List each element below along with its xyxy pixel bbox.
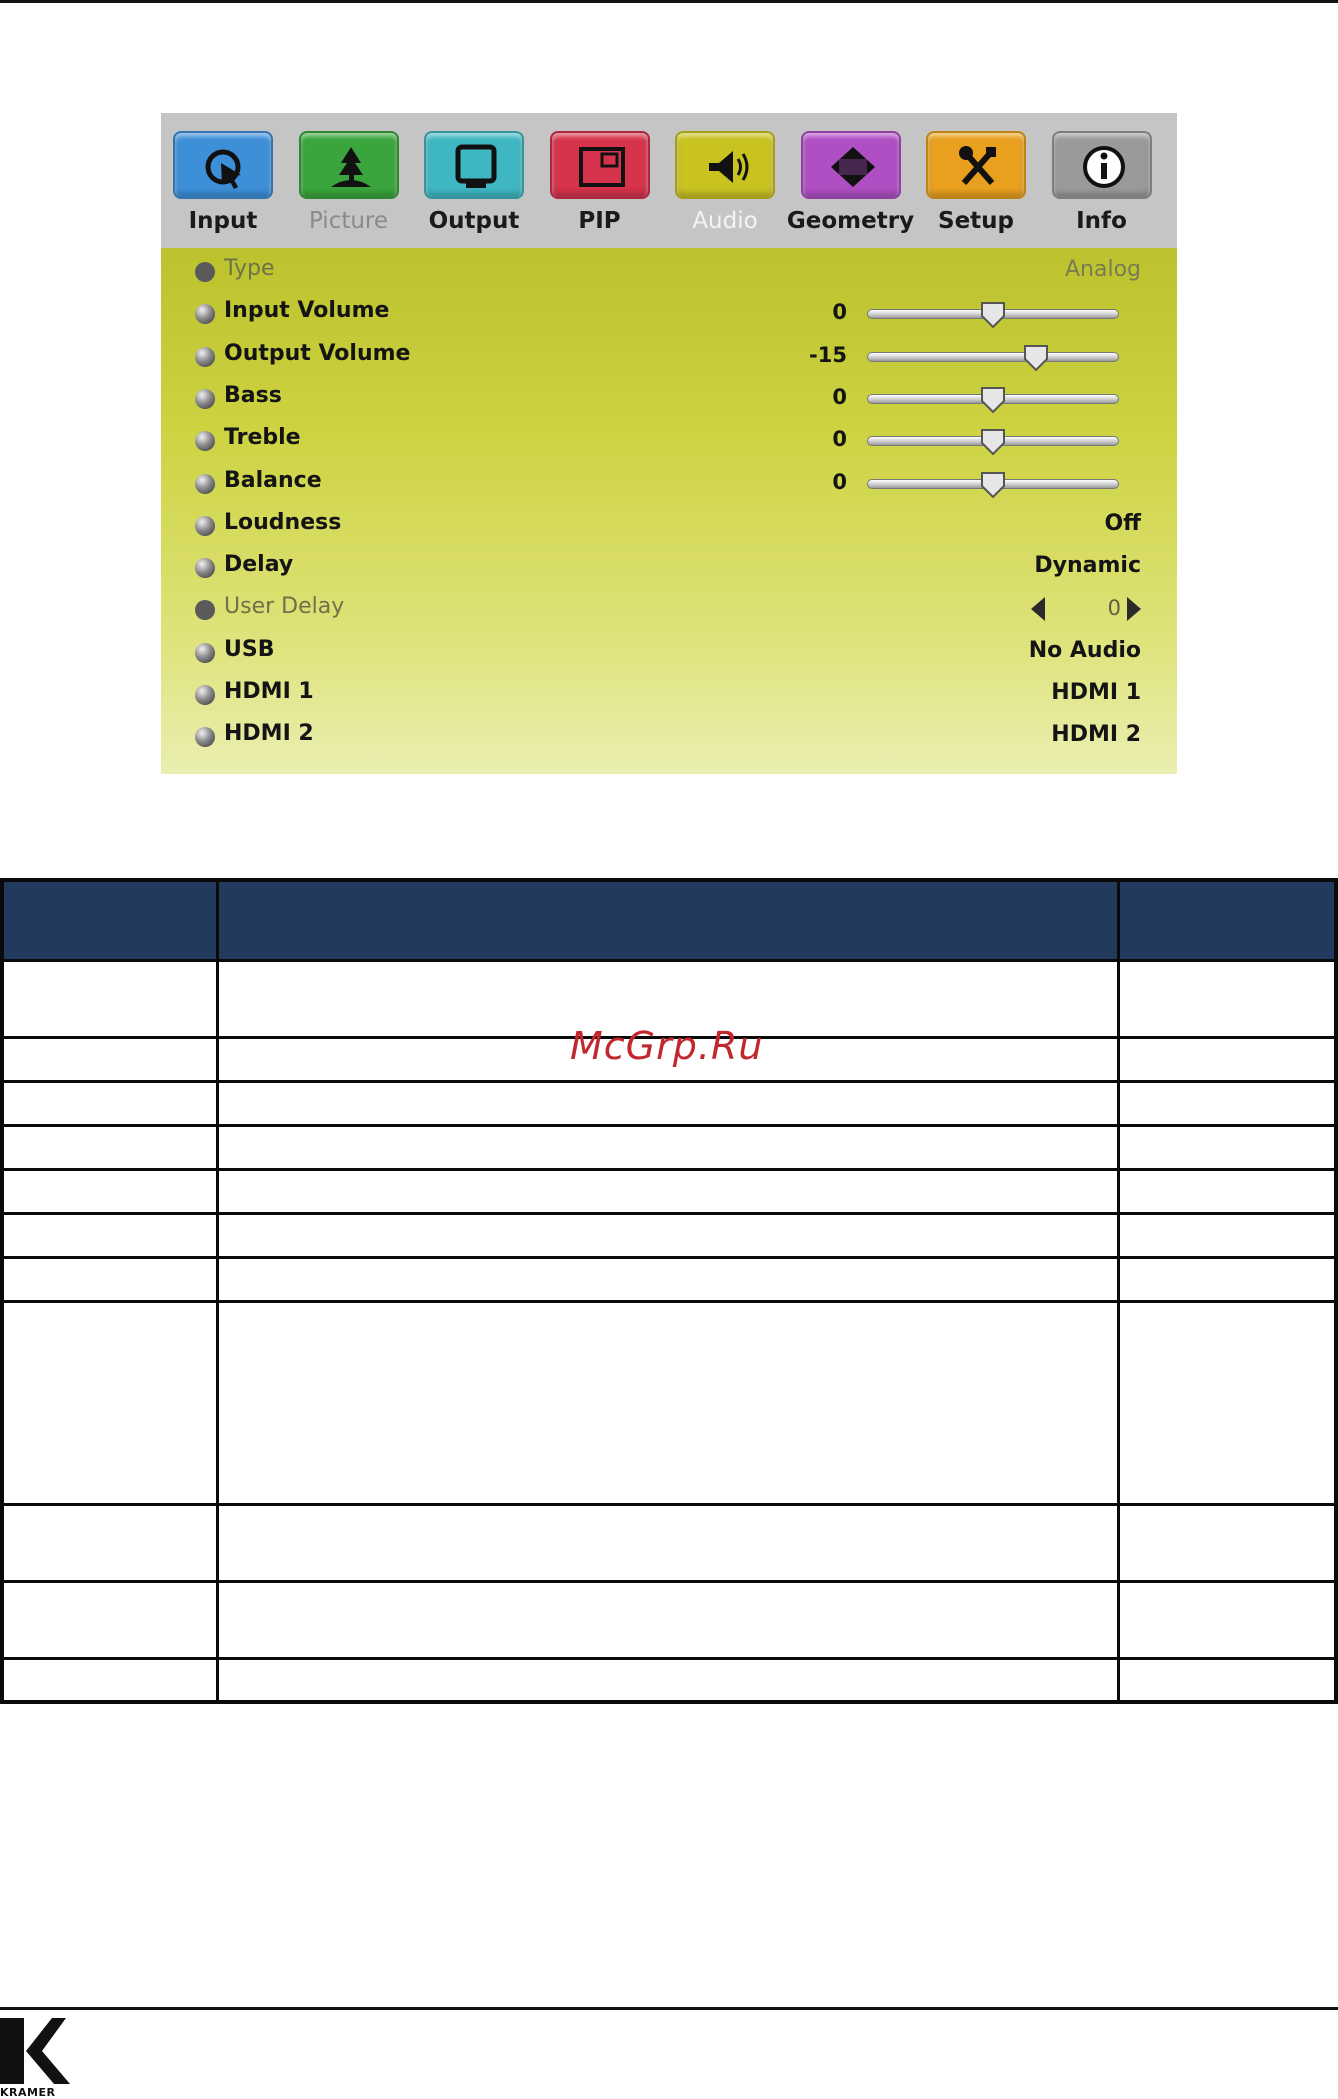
tab-label: Geometry <box>786 208 915 234</box>
setting-value: 0 <box>832 384 847 409</box>
geometry-diamond-icon <box>829 143 877 191</box>
table-cell <box>1119 1213 1336 1257</box>
tab-label: Info <box>1076 208 1127 234</box>
setting-row-balance[interactable] <box>161 466 1177 500</box>
slider-thumb[interactable] <box>1022 343 1050 373</box>
bullet-icon <box>195 727 215 747</box>
table-cell <box>217 1081 1118 1125</box>
decrease-arrow-icon[interactable] <box>1031 597 1045 621</box>
setting-label: HDMI 1 <box>224 679 314 704</box>
setting-value: -15 <box>809 342 847 367</box>
header-cell <box>1119 880 1336 960</box>
bullet-icon <box>195 431 215 451</box>
logo-wordmark: KRAMER <box>0 2086 56 2099</box>
tab-label: Input <box>188 208 258 234</box>
tab-button[interactable] <box>299 131 399 199</box>
table-cell <box>1119 1125 1336 1169</box>
table-cell <box>2 1081 217 1125</box>
table-row <box>2 1504 1336 1581</box>
tab-button[interactable] <box>675 131 775 199</box>
tab-label: PIP <box>578 208 621 234</box>
slider-thumb[interactable] <box>979 470 1007 500</box>
output-monitor-icon <box>452 143 500 191</box>
table-row <box>2 1169 1336 1213</box>
setting-value: Analog <box>1064 257 1141 282</box>
info-circle-icon <box>1080 143 1128 191</box>
setting-label: Treble <box>224 425 301 451</box>
tab-input[interactable] <box>171 131 275 243</box>
bullet-icon <box>195 600 215 620</box>
slider-track[interactable] <box>867 352 1119 362</box>
table-cell <box>2 1169 217 1213</box>
table-cell <box>2 1301 217 1504</box>
table-row <box>2 1125 1336 1169</box>
table-cell <box>217 1658 1118 1702</box>
table-row <box>2 1581 1336 1658</box>
bullet-icon <box>195 685 215 705</box>
table-cell <box>1119 1169 1336 1213</box>
setting-value: No Audio <box>1028 637 1141 663</box>
table-cell <box>217 1125 1118 1169</box>
setting-label: Delay <box>224 552 294 578</box>
setting-slider[interactable] <box>867 391 1119 407</box>
tab-button[interactable] <box>801 131 901 199</box>
user-delay-stepper[interactable] <box>1031 595 1141 623</box>
input-cursor-icon <box>201 143 249 191</box>
table-cell <box>217 1581 1118 1658</box>
setting-row-loudness[interactable] <box>161 508 1177 542</box>
table-row <box>2 1257 1336 1301</box>
table-cell <box>2 1257 217 1301</box>
setting-label: Input Volume <box>224 298 390 324</box>
table-cell <box>2 1658 217 1702</box>
tab-label: Picture <box>308 208 389 234</box>
table-row <box>2 1081 1336 1125</box>
setting-label: User Delay <box>224 594 345 620</box>
bullet-icon <box>195 304 215 324</box>
setting-row-delay[interactable] <box>161 550 1177 584</box>
setting-label: Balance <box>224 467 322 493</box>
setup-tools-icon <box>954 143 1002 191</box>
table-cell <box>1119 1504 1336 1581</box>
table-row <box>2 1658 1336 1702</box>
tab-pip[interactable] <box>548 131 652 243</box>
table-cell <box>2 960 217 1037</box>
setting-slider[interactable] <box>867 349 1119 365</box>
setting-label: Type <box>224 256 275 281</box>
tab-geometry[interactable] <box>786 131 915 243</box>
tab-picture[interactable] <box>297 131 401 243</box>
top-rule <box>0 0 1338 3</box>
osd-audio-menu <box>161 113 1177 774</box>
setting-value: HDMI 2 <box>1051 722 1141 748</box>
tab-audio[interactable] <box>673 131 777 243</box>
setting-slider[interactable] <box>867 476 1119 492</box>
slider-thumb[interactable] <box>979 385 1007 415</box>
table-cell <box>1119 1257 1336 1301</box>
setting-row-treble[interactable] <box>161 423 1177 457</box>
bullet-icon <box>195 643 215 663</box>
setting-slider[interactable] <box>867 433 1119 449</box>
setting-label: Bass <box>224 382 282 408</box>
table-cell <box>217 1169 1118 1213</box>
setting-value: Dynamic <box>1034 553 1141 579</box>
setting-row-input-volume[interactable] <box>161 296 1177 330</box>
watermark: McGrp.Ru <box>570 1024 764 1068</box>
table-cell <box>2 1125 217 1169</box>
tab-button[interactable] <box>550 131 650 199</box>
bullet-icon <box>195 389 215 409</box>
table-cell <box>1119 1037 1336 1081</box>
header-cell <box>2 880 217 960</box>
table-cell <box>2 1581 217 1658</box>
setting-row-output-volume[interactable] <box>161 339 1177 373</box>
setting-row-hdmi-2[interactable] <box>161 719 1177 753</box>
setting-row-hdmi-1[interactable] <box>161 677 1177 711</box>
setting-value: 0 <box>832 427 847 452</box>
pip-window-icon <box>578 143 626 191</box>
table-cell <box>1119 1301 1336 1504</box>
parameter-table <box>0 878 1338 1704</box>
setting-slider[interactable] <box>867 306 1119 322</box>
bullet-icon <box>195 347 215 367</box>
setting-value: 0 <box>1107 596 1121 621</box>
table-cell <box>2 1504 217 1581</box>
table-row <box>2 1301 1336 1504</box>
table-cell <box>1119 1581 1336 1658</box>
tab-setup[interactable] <box>924 131 1028 243</box>
bullet-icon <box>195 558 215 578</box>
tab-label: Setup <box>938 208 1014 234</box>
table-cell <box>217 1504 1118 1581</box>
setting-label: Output Volume <box>224 340 411 366</box>
table-cell <box>1119 960 1336 1037</box>
tab-button[interactable] <box>424 131 524 199</box>
bullet-icon <box>195 262 215 282</box>
tab-label: Output <box>428 208 520 234</box>
slider-thumb[interactable] <box>979 300 1007 330</box>
tab-button[interactable] <box>173 131 273 199</box>
table-cell <box>1119 1081 1336 1125</box>
table-header-row <box>2 880 1336 960</box>
menu-tab-bar <box>161 113 1177 248</box>
audio-speaker-icon <box>703 143 751 191</box>
table-cell <box>2 1037 217 1081</box>
table-cell <box>217 1301 1118 1504</box>
picture-tree-icon <box>327 143 375 191</box>
setting-label: Loudness <box>224 509 342 535</box>
bottom-rule <box>0 2007 1338 2010</box>
setting-label: USB <box>224 636 275 662</box>
audio-settings-panel <box>161 248 1177 774</box>
tab-info[interactable] <box>1050 131 1154 243</box>
setting-value: HDMI 1 <box>1051 680 1141 705</box>
bullet-icon <box>195 474 215 494</box>
table-cell <box>1119 1658 1336 1702</box>
setting-label: HDMI 2 <box>224 721 314 747</box>
tab-button[interactable] <box>1052 131 1152 199</box>
setting-row-user-delay[interactable] <box>161 592 1177 626</box>
table-cell <box>217 1257 1118 1301</box>
slider-thumb[interactable] <box>979 427 1007 457</box>
table-cell <box>217 1213 1118 1257</box>
setting-value: 0 <box>832 469 847 494</box>
bullet-icon <box>195 516 215 536</box>
header-cell <box>217 880 1118 960</box>
tab-label: Audio <box>692 208 758 234</box>
tab-button[interactable] <box>926 131 1026 199</box>
setting-value: Off <box>1104 510 1141 536</box>
table-row <box>2 1213 1336 1257</box>
setting-value: 0 <box>832 300 847 325</box>
setting-row-bass[interactable] <box>161 381 1177 415</box>
table-cell <box>2 1213 217 1257</box>
setting-row-type[interactable] <box>161 254 1177 288</box>
tab-output[interactable] <box>422 131 526 243</box>
setting-row-usb[interactable] <box>161 635 1177 669</box>
increase-arrow-icon[interactable] <box>1127 597 1141 621</box>
